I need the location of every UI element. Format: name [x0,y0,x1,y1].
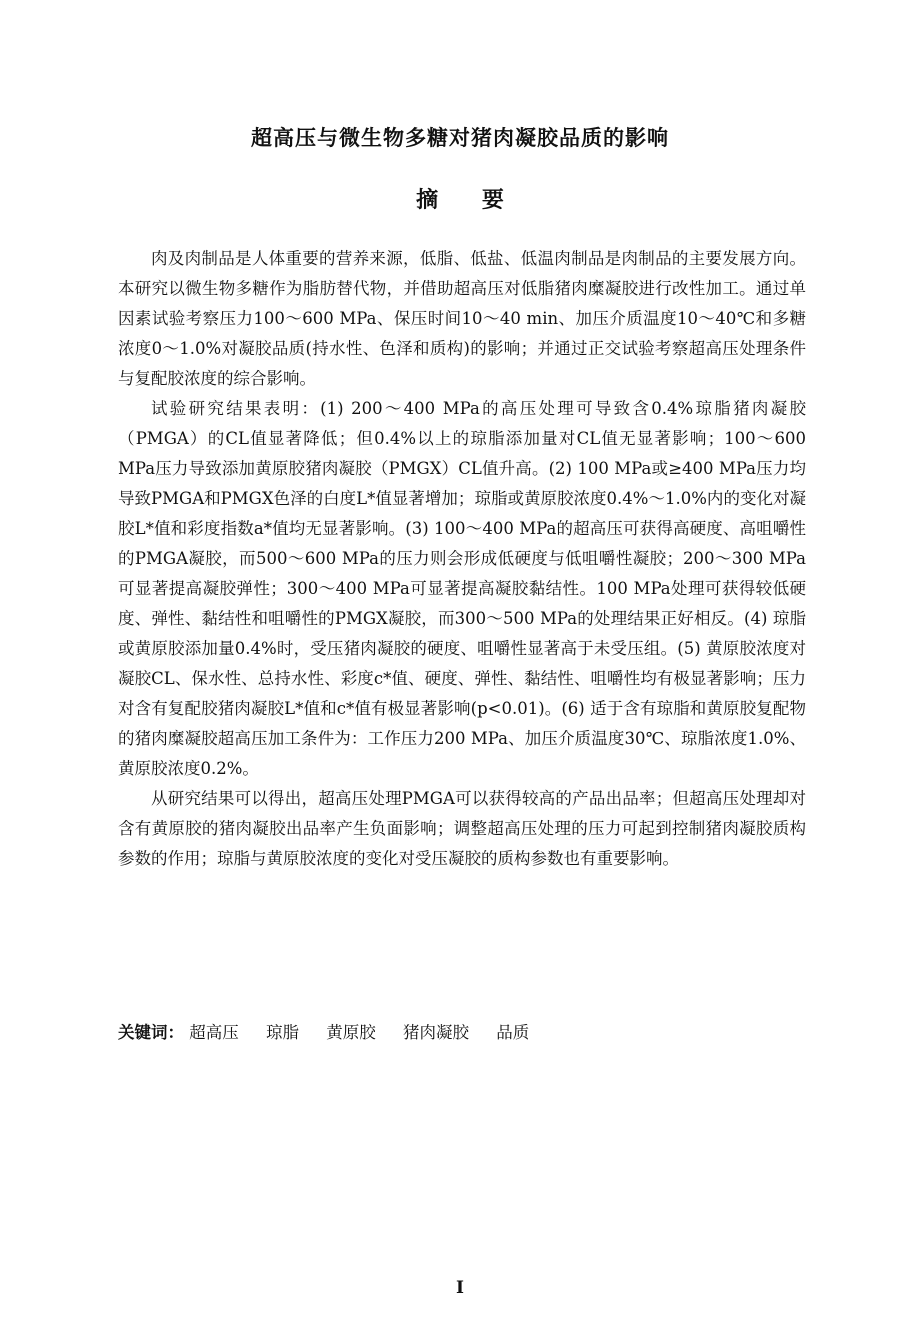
keywords-line [118,1018,806,1048]
page-number: I [456,1278,464,1298]
abstract-paragraph-2: 试验研究结果表明：(1) 200～400 MPa的高压处理可导致含0.4%琼脂猪肉凝胶（PMGA）的CL值显著降低；但0.4%以上的琼脂添加量对CL值无显著影响；100～600 MPa压力导致添加黄原胶猪肉凝胶（PMGX）CL值升高。(2) 100 MPa或≥400 MPa压力均导致PMGA和PMGX色泽的白度L*值显著增加；琼脂或黄原胶浓度0.4%～1.0%内的变化对凝胶L*值和彩度指数a*值均无显著影响。(3) 100～400 MPa的超高压可获得高硬度、高咀嚼性的PMGA凝胶，而500～600 MPa的压力则会形成低硬度与低咀嚼性凝胶；200～300 MPa可显著提高凝胶弹性；300～400 MPa可显著提高凝胶黏结性。100 MPa处理可获得较低硬度、弹性、黏结性和咀嚼性的PMGX凝胶，而300～500 MPa的处理结果正好相反。(4) 琼脂或黄原胶添加量0.4%时，受压猪肉凝胶的硬度、咀嚼性显著高于未受压组。(5) 黄原胶浓度对凝胶CL、保水性、总持水性、彩度c*值、硬度、弹性、黏结性、咀嚼性均有极显著影响；压力对含有复配胶猪肉凝胶L*值和c*值有极显著影响(p<0.01)。(6) 适于含有琼脂和黄原胶复配物的猪肉糜凝胶超高压加工条件为：工作压力200 MPa、加压介质温度30℃、琼脂浓度1.0%、黄原胶浓度0.2%。 [118,399,806,778]
keyword-item: 品质 [496,1023,530,1042]
keyword-item: 猪肉凝胶 [403,1023,469,1042]
keywords-label: 关键词： [118,1023,184,1042]
paper-title: 超高压与微生物多糖对猪肉凝胶品质的影响 [251,125,669,150]
abstract-body [118,244,806,874]
keyword-item: 琼脂 [266,1023,299,1042]
abstract-heading: 摘 要 [416,187,522,213]
keyword-item: 黄原胶 [326,1023,376,1042]
abstract-paragraph-1: 肉及肉制品是人体重要的营养来源，低脂、低盐、低温肉制品是肉制品的主要发展方向。本研究以微生物多糖作为脂肪替代物，并借助超高压对低脂猪肉糜凝胶进行改性加工。通过单因素试验考察压力100～600 MPa、保压时间10～40 min、加压介质温度10～40℃和多糖浓度0～1.0%对凝胶品质(持水性、色泽和质构)的影响；并通过正交试验考察超高压处理条件与复配胶浓度的综合影响。 [118,249,806,388]
keyword-item: 超高压 [189,1023,239,1042]
abstract-paragraph-3: 从研究结果可以得出，超高压处理PMGA可以获得较高的产品出品率；但超高压处理却对含有黄原胶的猪肉凝胶出品率产生负面影响；调整超高压处理的压力可起到控制猪肉凝胶质构参数的作用；琼脂与黄原胶浓度的变化对受压凝胶的质构参数也有重要影响。 [118,789,806,868]
